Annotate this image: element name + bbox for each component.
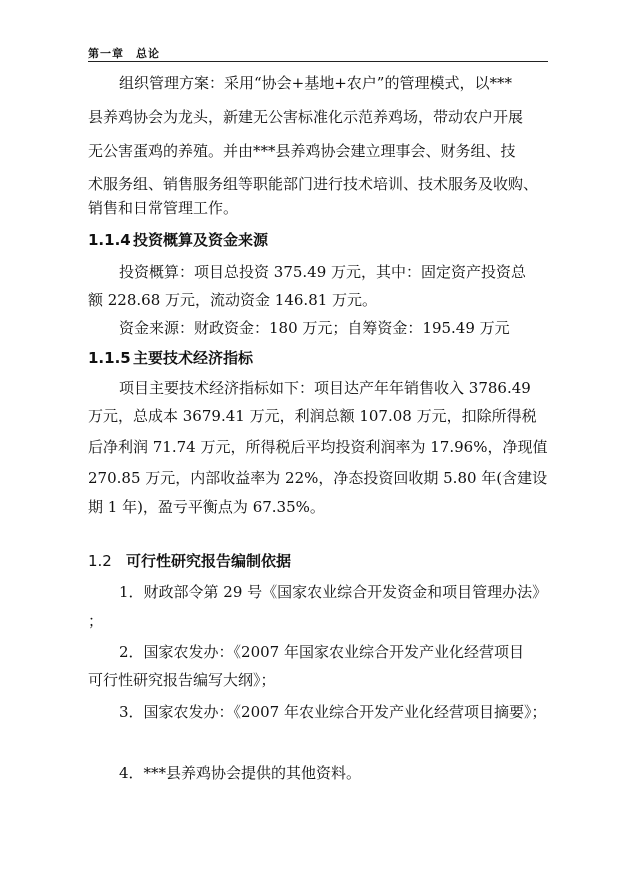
section-title: 可行性研究报告编制依据 [126, 552, 292, 570]
chapter-title: 第一章 总论 [88, 47, 160, 60]
section-number: 1.2 [88, 552, 112, 570]
basis-item-continuation: 可行性研究报告编写大纲》； [88, 671, 276, 689]
investment-line: 投资概算：项目总投资 375.49 万元，其中：固定资产投资总 [119, 263, 527, 281]
org-paragraph-line: 术服务组、销售服务组等职能部门进行技术培训、技术服务及收购、 [88, 175, 539, 193]
org-paragraph-line: 无公害蛋鸡的养殖。并由***县养鸡协会建立理事会、财务组、技 [88, 142, 516, 160]
org-paragraph-line: 组织管理方案：采用“协会+基地+农户”的管理模式，以*** [119, 74, 512, 92]
indicators-line: 270.85 万元，内部收益率为 22%，净态投资回收期 5.80 年(含建设 [88, 469, 548, 487]
section-number: 1.1.4 [88, 231, 131, 249]
investment-line: 额 228.68 万元，流动资金 146.81 万元。 [88, 291, 378, 309]
org-paragraph-line: 县养鸡协会为龙头，新建无公害标准化示范养鸡场，带动农户开展 [88, 108, 524, 126]
org-paragraph-line: 销售和日常管理工作。 [88, 199, 239, 217]
section-heading-1-2 [88, 551, 291, 571]
basis-item-continuation: ； [88, 612, 104, 630]
basis-item: 1．财政部令第 29 号《国家农业综合开发资金和项目管理办法》 [119, 583, 548, 601]
indicators-line: 万元，总成本 3679.41 万元，利润总额 107.08 万元，扣除所得税 [88, 407, 537, 425]
section-heading-1-1-5 [88, 348, 253, 368]
page-header [88, 41, 548, 62]
indicators-line: 项目主要技术经济指标如下：项目达产年年销售收入 3786.49 [119, 379, 531, 397]
basis-item: 2．国家农发办：《2007 年国家农业综合开发产业化经营项目 [119, 643, 524, 661]
basis-item: 4．***县养鸡协会提供的其他资料。 [119, 764, 362, 782]
funding-line: 资金来源：财政资金：180 万元；自筹资金：195.49 万元 [119, 319, 510, 337]
indicators-line: 期 1 年)，盈亏平衡点为 67.35%。 [88, 498, 325, 516]
section-number: 1.1.5 [88, 349, 131, 367]
section-title: 投资概算及资金来源 [133, 231, 269, 249]
section-title: 主要技术经济指标 [133, 349, 254, 367]
section-heading-1-1-4 [88, 230, 268, 250]
indicators-line: 后净利润 71.74 万元，所得税后平均投资利润率为 17.96%，净现值 [88, 438, 548, 456]
basis-item: 3．国家农发办：《2007 年农业综合开发产业化经营项目摘要》； [119, 703, 547, 721]
